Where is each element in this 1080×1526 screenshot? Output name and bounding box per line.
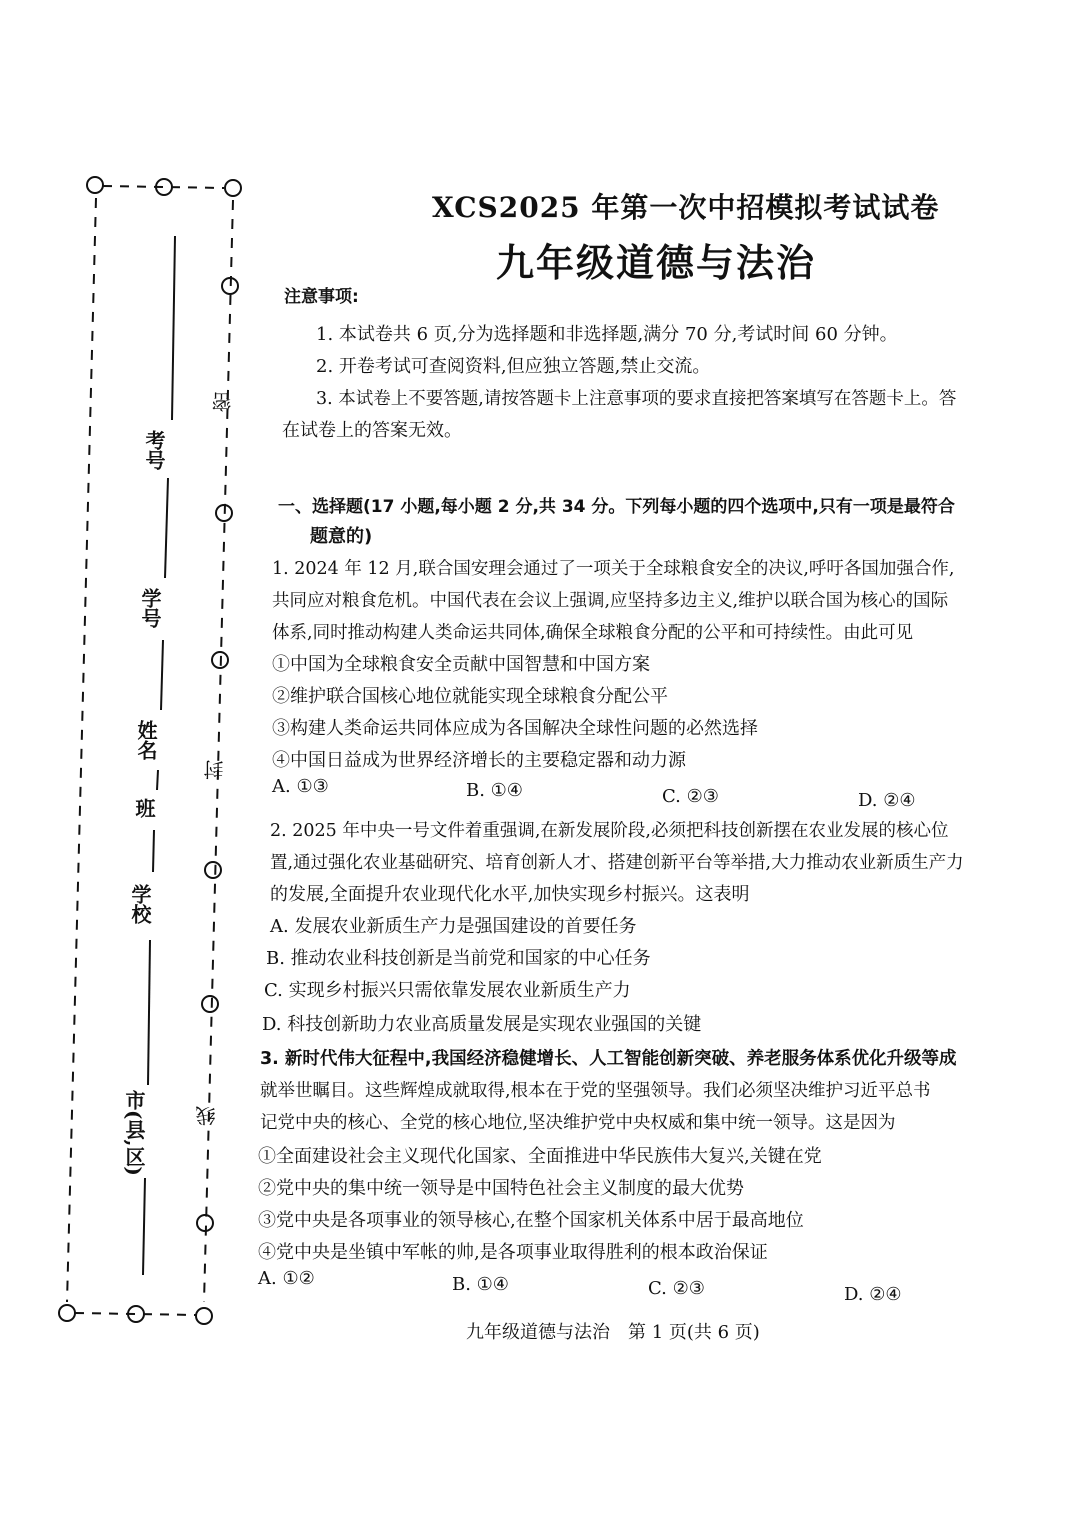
- section-heading-line: 一、选择题(17 小题,每小题 2 分,共 34 分。下列每小题的四个选项中,只有一项是最符合: [278, 497, 955, 517]
- statement: ②维护联合国核心地位就能实现全球粮食分配公平: [272, 686, 668, 707]
- section-heading: [278, 492, 1038, 552]
- exam-number-label: 考号: [142, 430, 166, 470]
- page-footer: 九年级道德与法治 第 1 页(共 6 页): [466, 1322, 760, 1343]
- question-stem-line: 置,通过强化农业基础研究、培育创新人才、搭建创新平台等举措,大力推动农业新质生产力: [270, 853, 964, 873]
- name-label: 姓名: [134, 720, 158, 760]
- choice: B. 推动农业科技创新是当前党和国家的中心任务: [266, 948, 651, 969]
- question-stem-line: 2. 2025 年中央一号文件着重强调,在新发展阶段,必须把科技创新摆在农业发展的核心位: [270, 821, 949, 841]
- blank-line: [148, 940, 150, 1085]
- cut-mark-mi: 密: [211, 392, 235, 412]
- blank-line: [161, 640, 163, 710]
- answer-option: D. ②④: [858, 790, 916, 811]
- class-label: 班: [132, 798, 156, 818]
- choice: C. 实现乡村振兴只需依靠发展农业新质生产力: [264, 980, 631, 1001]
- exam-title: XCS2025 年第一次中招模拟考试试卷: [432, 191, 940, 224]
- blank-line: [143, 1178, 145, 1275]
- subject-title: 九年级道德与法治: [496, 240, 817, 285]
- frame-top-line: [103, 186, 224, 188]
- binding-hole-icon: [205, 862, 221, 878]
- answer-option: D. ②④: [844, 1284, 902, 1305]
- notice-item: 2. 开卷考试可查阅资料,但应独立答题,禁止交流。: [316, 356, 711, 377]
- frame-left-line: [67, 198, 96, 1302]
- answer-option: A. ①②: [258, 1268, 315, 1289]
- cut-mark-feng: 封: [203, 760, 227, 780]
- question-stem-line: 体系,同时推动构建人类命运共同体,确保全球粮食分配的公平和可持续性。由此可见: [272, 623, 914, 643]
- frame-right-line: [204, 200, 233, 1302]
- notice-item: 1. 本试卷共 6 页,分为选择题和非选择题,满分 70 分,考试时间 60 分钟。: [316, 324, 898, 345]
- statement: ④党中央是坐镇中军帐的帅,是各项事业取得胜利的根本政治保证: [258, 1242, 768, 1263]
- statement: ①全面建设社会主义现代化国家、全面推进中华民族伟大复兴,关键在党: [258, 1146, 822, 1167]
- choice: A. 发展农业新质生产力是强国建设的首要任务: [270, 916, 637, 937]
- cut-mark-xian: 线: [195, 1106, 219, 1126]
- question-stem-line: 记党中央的核心、全党的核心地位,坚决维护党中央权威和集中统一领导。这是因为: [260, 1113, 896, 1133]
- answer-option: C. ②③: [662, 786, 719, 807]
- statement: ①中国为全球粮食安全贡献中国智慧和中国方案: [272, 654, 650, 675]
- notice-heading: 注意事项:: [284, 287, 359, 307]
- answer-option: C. ②③: [648, 1278, 705, 1299]
- binding-hole-icon: [202, 996, 218, 1012]
- statement: ③构建人类命运共同体应成为各国解决全球性问题的必然选择: [272, 718, 758, 739]
- statement: ③党中央是各项事业的领导核心,在整个国家机关体系中居于最高地位: [258, 1210, 804, 1231]
- binding-hole-icon: [225, 180, 241, 196]
- blank-line: [153, 830, 154, 872]
- question-stem-line: 3. 新时代伟大征程中,我国经济稳健增长、人工智能创新突破、养老服务体系优化升级等成: [260, 1049, 957, 1069]
- binding-hole-icon: [87, 177, 103, 193]
- blank-line: [172, 236, 175, 420]
- school-label: 学校: [128, 884, 152, 924]
- answer-option: B. ①④: [452, 1274, 509, 1295]
- question-stem-line: 1. 2024 年 12 月,联合国安理会通过了一项关于全球粮食安全的决议,呼吁各国加强合作,: [272, 559, 955, 579]
- student-number-label: 学号: [138, 588, 162, 628]
- notice-item: 3. 本试卷上不要答题,请按答题卡上注意事项的要求直接把答案填写在答题卡上。答: [316, 389, 957, 409]
- statement: ②党中央的集中统一领导是中国特色社会主义制度的最大优势: [258, 1178, 744, 1199]
- frame-bottom-line: [75, 1313, 196, 1315]
- notice-item: 在试卷上的答案无效。: [282, 420, 462, 441]
- binding-hole-icon: [196, 1308, 212, 1324]
- answer-option: B. ①④: [466, 780, 523, 801]
- question-stem-line: 就举世瞩目。这些辉煌成就取得,根本在于党的坚强领导。我们必须坚决维护习近平总书: [260, 1081, 931, 1101]
- statement: ④中国日益成为世界经济增长的主要稳定器和动力源: [272, 750, 686, 771]
- question-stem-line: 共同应对粮食危机。中国代表在会议上强调,应坚持多边主义,维护以联合国为核心的国际: [272, 591, 949, 611]
- question-stem-line: 的发展,全面提升农业现代化水平,加快实现乡村振兴。这表明: [270, 884, 750, 905]
- blank-line: [165, 478, 168, 578]
- city-district-label: 市(县,区): [122, 1090, 146, 1176]
- blank-line: [157, 770, 158, 790]
- binding-strip: [0, 0, 260, 1526]
- answer-option: A. ①③: [272, 776, 329, 797]
- choice: D. 科技创新助力农业高质量发展是实现农业强国的关键: [262, 1014, 702, 1035]
- section-heading-line: 题意的): [310, 526, 373, 547]
- binding-hole-icon: [59, 1305, 75, 1321]
